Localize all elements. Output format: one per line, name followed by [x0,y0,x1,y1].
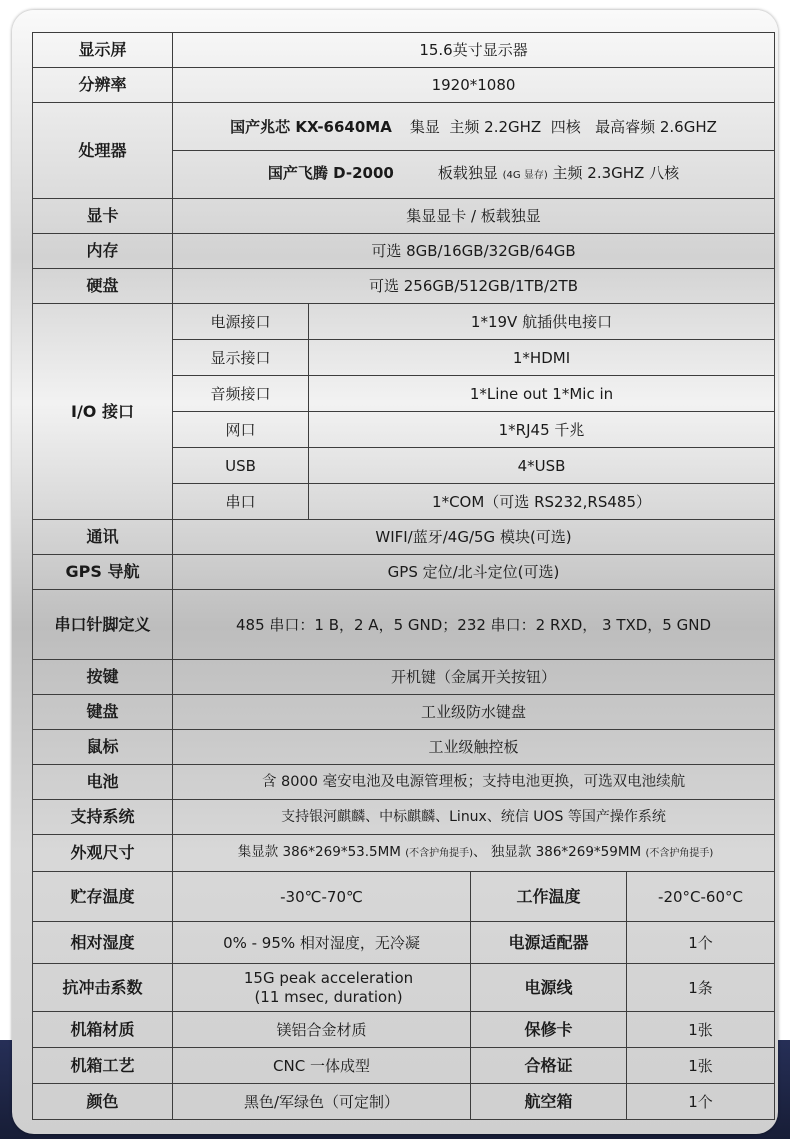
label-power-adapter: 电源适配器 [471,922,627,964]
label-os: 支持系统 [33,800,173,835]
row-size [33,835,775,872]
label-resolution: 分辨率 [33,68,173,103]
label-gpu: 显卡 [33,199,173,234]
value-working-temp: -20°C-60°C [627,872,775,922]
processor-1-cores: 四核 [550,117,581,136]
value-certificate: 1张 [627,1048,775,1084]
label-storage-temp: 贮存温度 [33,872,173,922]
row-color [33,1084,775,1120]
value-warranty-card: 1张 [627,1012,775,1048]
value-resolution: 1920*1080 [173,68,775,103]
row-comm [33,520,775,555]
row-display [33,33,775,68]
value-color: 黑色/军绿色（可定制） [173,1084,471,1120]
row-keys [33,660,775,695]
value-processor-option-1 [173,103,775,151]
row-gps [33,555,775,590]
row-battery [33,765,775,800]
row-processor-1 [33,103,775,151]
value-mouse: 工业级触控板 [173,730,775,765]
label-shock: 抗冲击系数 [33,964,173,1012]
label-keys: 按键 [33,660,173,695]
label-gps: GPS 导航 [33,555,173,590]
processor-1-frequency: 主频 2.2GHZ [449,117,542,136]
value-battery: 含 8000 毫安电池及电源管理板；支持电池更换，可选双电池续航 [173,765,775,800]
value-os: 支持银河麒麟、中标麒麟、Linux、统信 UOS 等国产操作系统 [173,800,775,835]
size-discrete-note: (不含护角提手) [645,848,714,859]
label-chassis-process: 机箱工艺 [33,1048,173,1084]
value-memory: 可选 8GB/16GB/32GB/64GB [173,234,775,269]
row-resolution [33,68,775,103]
row-keyboard [33,695,775,730]
value-processor-option-2 [173,151,775,199]
label-pins: 串口针脚定义 [33,590,173,660]
value-humidity: 0% - 95% 相对湿度，无冷凝 [173,922,471,964]
value-keys: 开机键（金属开关按钮） [173,660,775,695]
label-flight-case: 航空箱 [471,1084,627,1120]
label-io: I/O 接口 [33,304,173,520]
value-display: 15.6英寸显示器 [173,33,775,68]
value-gpu: 集显显卡 / 板载独显 [173,199,775,234]
size-discrete: 独显款 386*269*59MM [490,844,642,860]
row-pins [33,590,775,660]
value-power-cable: 1条 [627,964,775,1012]
value-size [173,835,775,872]
io-name-usb: USB [173,448,309,484]
label-color: 颜色 [33,1084,173,1120]
label-disk: 硬盘 [33,269,173,304]
value-shock-line-2: (11 msec, duration) [254,987,403,1006]
processor-2-frequency: 主频 2.3GHZ [552,164,645,182]
io-value-power: 1*19V 航插供电接口 [309,304,775,340]
label-chassis-material: 机箱材质 [33,1012,173,1048]
io-value-usb: 4*USB [309,448,775,484]
io-value-audio: 1*Line out 1*Mic in [309,376,775,412]
processor-2-cores: 八核 [649,164,680,182]
label-processor: 处理器 [33,103,173,199]
value-chassis-material: 镁铝合金材质 [173,1012,471,1048]
label-display: 显示屏 [33,33,173,68]
row-shock [33,964,775,1012]
row-storage-temp [33,872,775,922]
value-gps: GPS 定位/北斗定位(可选) [173,555,775,590]
row-disk [33,269,775,304]
value-chassis-process: CNC 一体成型 [173,1048,471,1084]
io-name-serial: 串口 [173,484,309,520]
processor-1-turbo: 最高睿频 2.6GHZ [595,117,717,136]
io-name-display: 显示接口 [173,340,309,376]
value-pins: 485 串口：1 B，2 A，5 GND；232 串口：2 RXD， 3 TXD，5 GND [173,590,775,660]
processor-2-graphics: 板载独显 [437,164,498,182]
processor-1-name: 国产兆芯 KX-6640MA [230,117,392,136]
value-storage-temp: -30℃-70℃ [173,872,471,922]
processor-1-graphics: 集显 [409,117,440,136]
row-gpu [33,199,775,234]
label-mouse: 鼠标 [33,730,173,765]
label-comm: 通讯 [33,520,173,555]
row-chassis-material [33,1012,775,1048]
size-integrated-note: (不含护角提手) [405,848,474,859]
label-memory: 内存 [33,234,173,269]
io-name-power: 电源接口 [173,304,309,340]
value-disk: 可选 256GB/512GB/1TB/2TB [173,269,775,304]
label-battery: 电池 [33,765,173,800]
label-working-temp: 工作温度 [471,872,627,922]
label-size: 外观尺寸 [33,835,173,872]
io-name-lan: 网口 [173,412,309,448]
row-io-power [33,304,775,340]
processor-2-name: 国产飞腾 D-2000 [267,164,394,182]
value-shock [173,964,471,1012]
value-flight-case: 1个 [627,1084,775,1120]
io-value-lan: 1*RJ45 千兆 [309,412,775,448]
label-warranty-card: 保修卡 [471,1012,627,1048]
row-os [33,800,775,835]
processor-2-vram: (4G 显存) [502,170,548,181]
row-chassis-process [33,1048,775,1084]
value-comm: WIFI/蓝牙/4G/5G 模块(可选) [173,520,775,555]
value-shock-line-1: 15G peak acceleration [243,968,414,987]
row-memory [33,234,775,269]
size-integrated: 集显款 386*269*53.5MM [237,844,401,860]
spec-table [32,32,775,1120]
size-separator: 、 [473,844,487,860]
label-power-cable: 电源线 [471,964,627,1012]
label-keyboard: 键盘 [33,695,173,730]
value-keyboard: 工业级防水键盘 [173,695,775,730]
value-power-adapter: 1个 [627,922,775,964]
label-certificate: 合格证 [471,1048,627,1084]
io-value-serial: 1*COM（可选 RS232,RS485） [309,484,775,520]
row-mouse [33,730,775,765]
row-humidity [33,922,775,964]
io-value-display: 1*HDMI [309,340,775,376]
io-name-audio: 音频接口 [173,376,309,412]
label-humidity: 相对湿度 [33,922,173,964]
